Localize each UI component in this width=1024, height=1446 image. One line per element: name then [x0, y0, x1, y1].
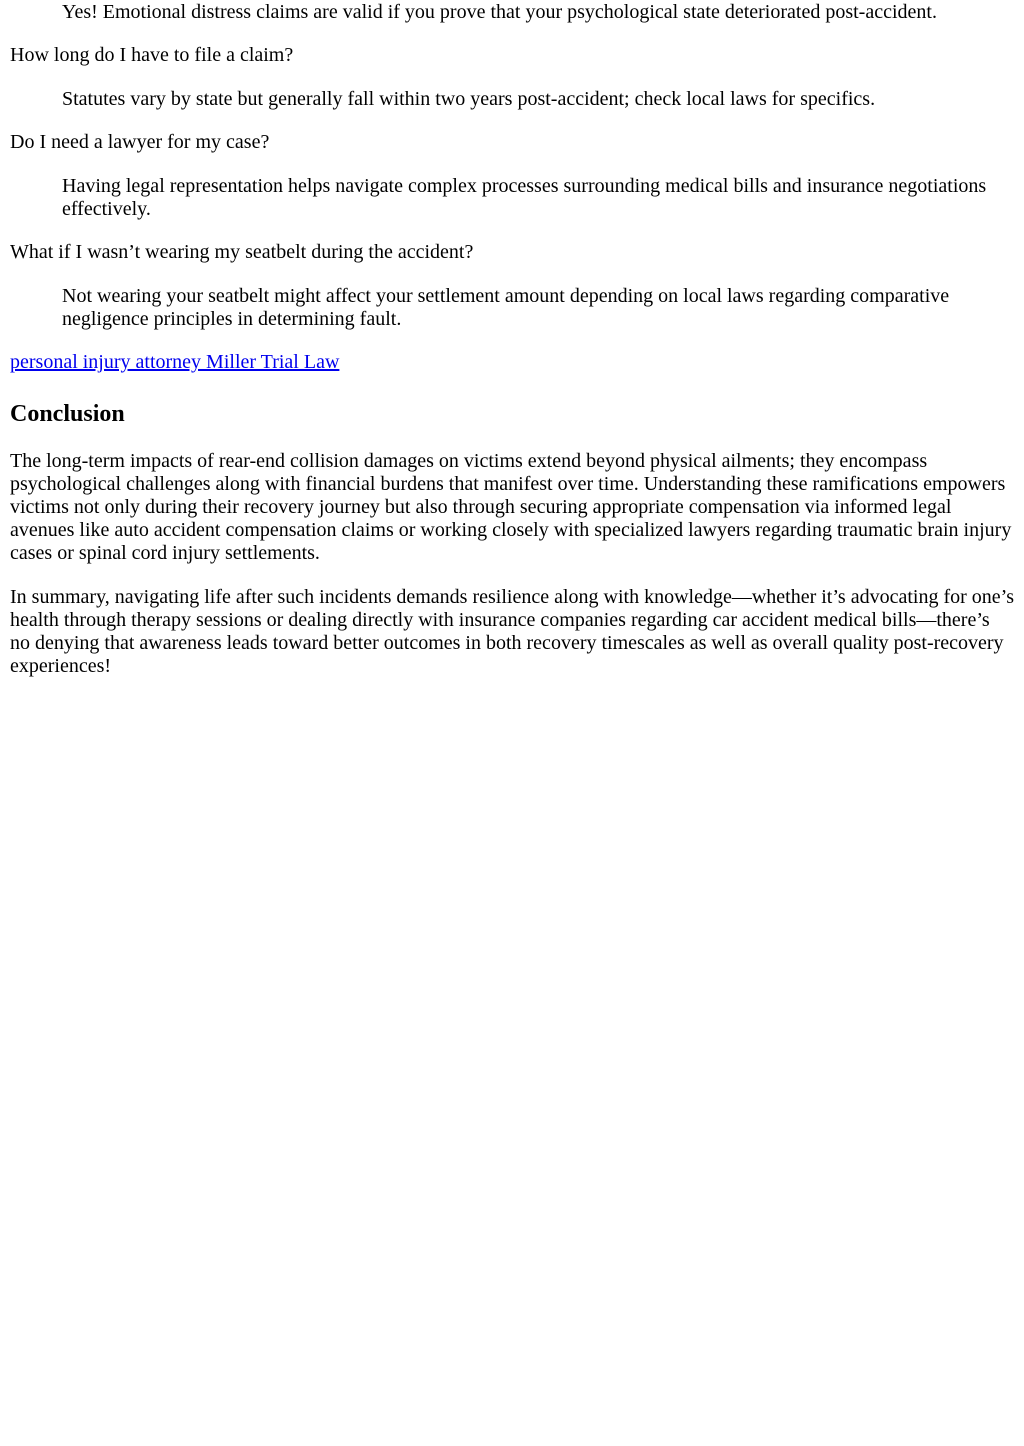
faq-question-file-claim: How long do I have to file a claim? [10, 44, 294, 66]
conclusion-heading: Conclusion [10, 401, 125, 427]
faq-answer-need-lawyer: Having legal representation helps navigate complex processes surrounding medical bills and insurance negotiations effectively. [62, 175, 987, 220]
faq-answer-seatbelt: Not wearing your seatbelt might affect your settlement amount depending on local laws regarding comparative negligence principles in determining fault. [62, 285, 950, 330]
conclusion-paragraph-1: The long-term impacts of rear-end collision damages on victims extend beyond physical ailments; they encompass psychological challenges along with financial burdens that manifest over time. Understanding these ramifications empowers victims not only during their recovery journey but also through securing appropriate compensation via informed legal avenues like auto accident compensation claims or working closely with specialized lawyers regarding traumatic brain injury cases or spinal cord injury settlements. [10, 450, 1012, 564]
attorney-link[interactable]: personal injury attorney Miller Trial Law [10, 351, 340, 373]
article-body [0, 0, 1024, 678]
faq-question-seatbelt: What if I wasn’t wearing my seatbelt during the accident? [10, 241, 474, 263]
attorney-link-line [10, 351, 1014, 374]
faq-question-need-lawyer: Do I need a lawyer for my case? [10, 131, 270, 153]
faq-answer-emotional-distress: Yes! Emotional distress claims are valid if you prove that your psychological state deteriorated post-accident. [62, 1, 937, 23]
conclusion-paragraph-2: In summary, navigating life after such incidents demands resilience along with knowledge—whether it’s advocating for one’s health through therapy sessions or dealing directly with insurance companies regarding car accident medical bills—there’s no denying that awareness leads toward better outcomes in both recovery timescales as well as overall quality post-recovery experiences! [10, 586, 1014, 677]
faq-answer-file-claim: Statutes vary by state but generally fall within two years post-accident; check local laws for specifics. [62, 88, 876, 110]
